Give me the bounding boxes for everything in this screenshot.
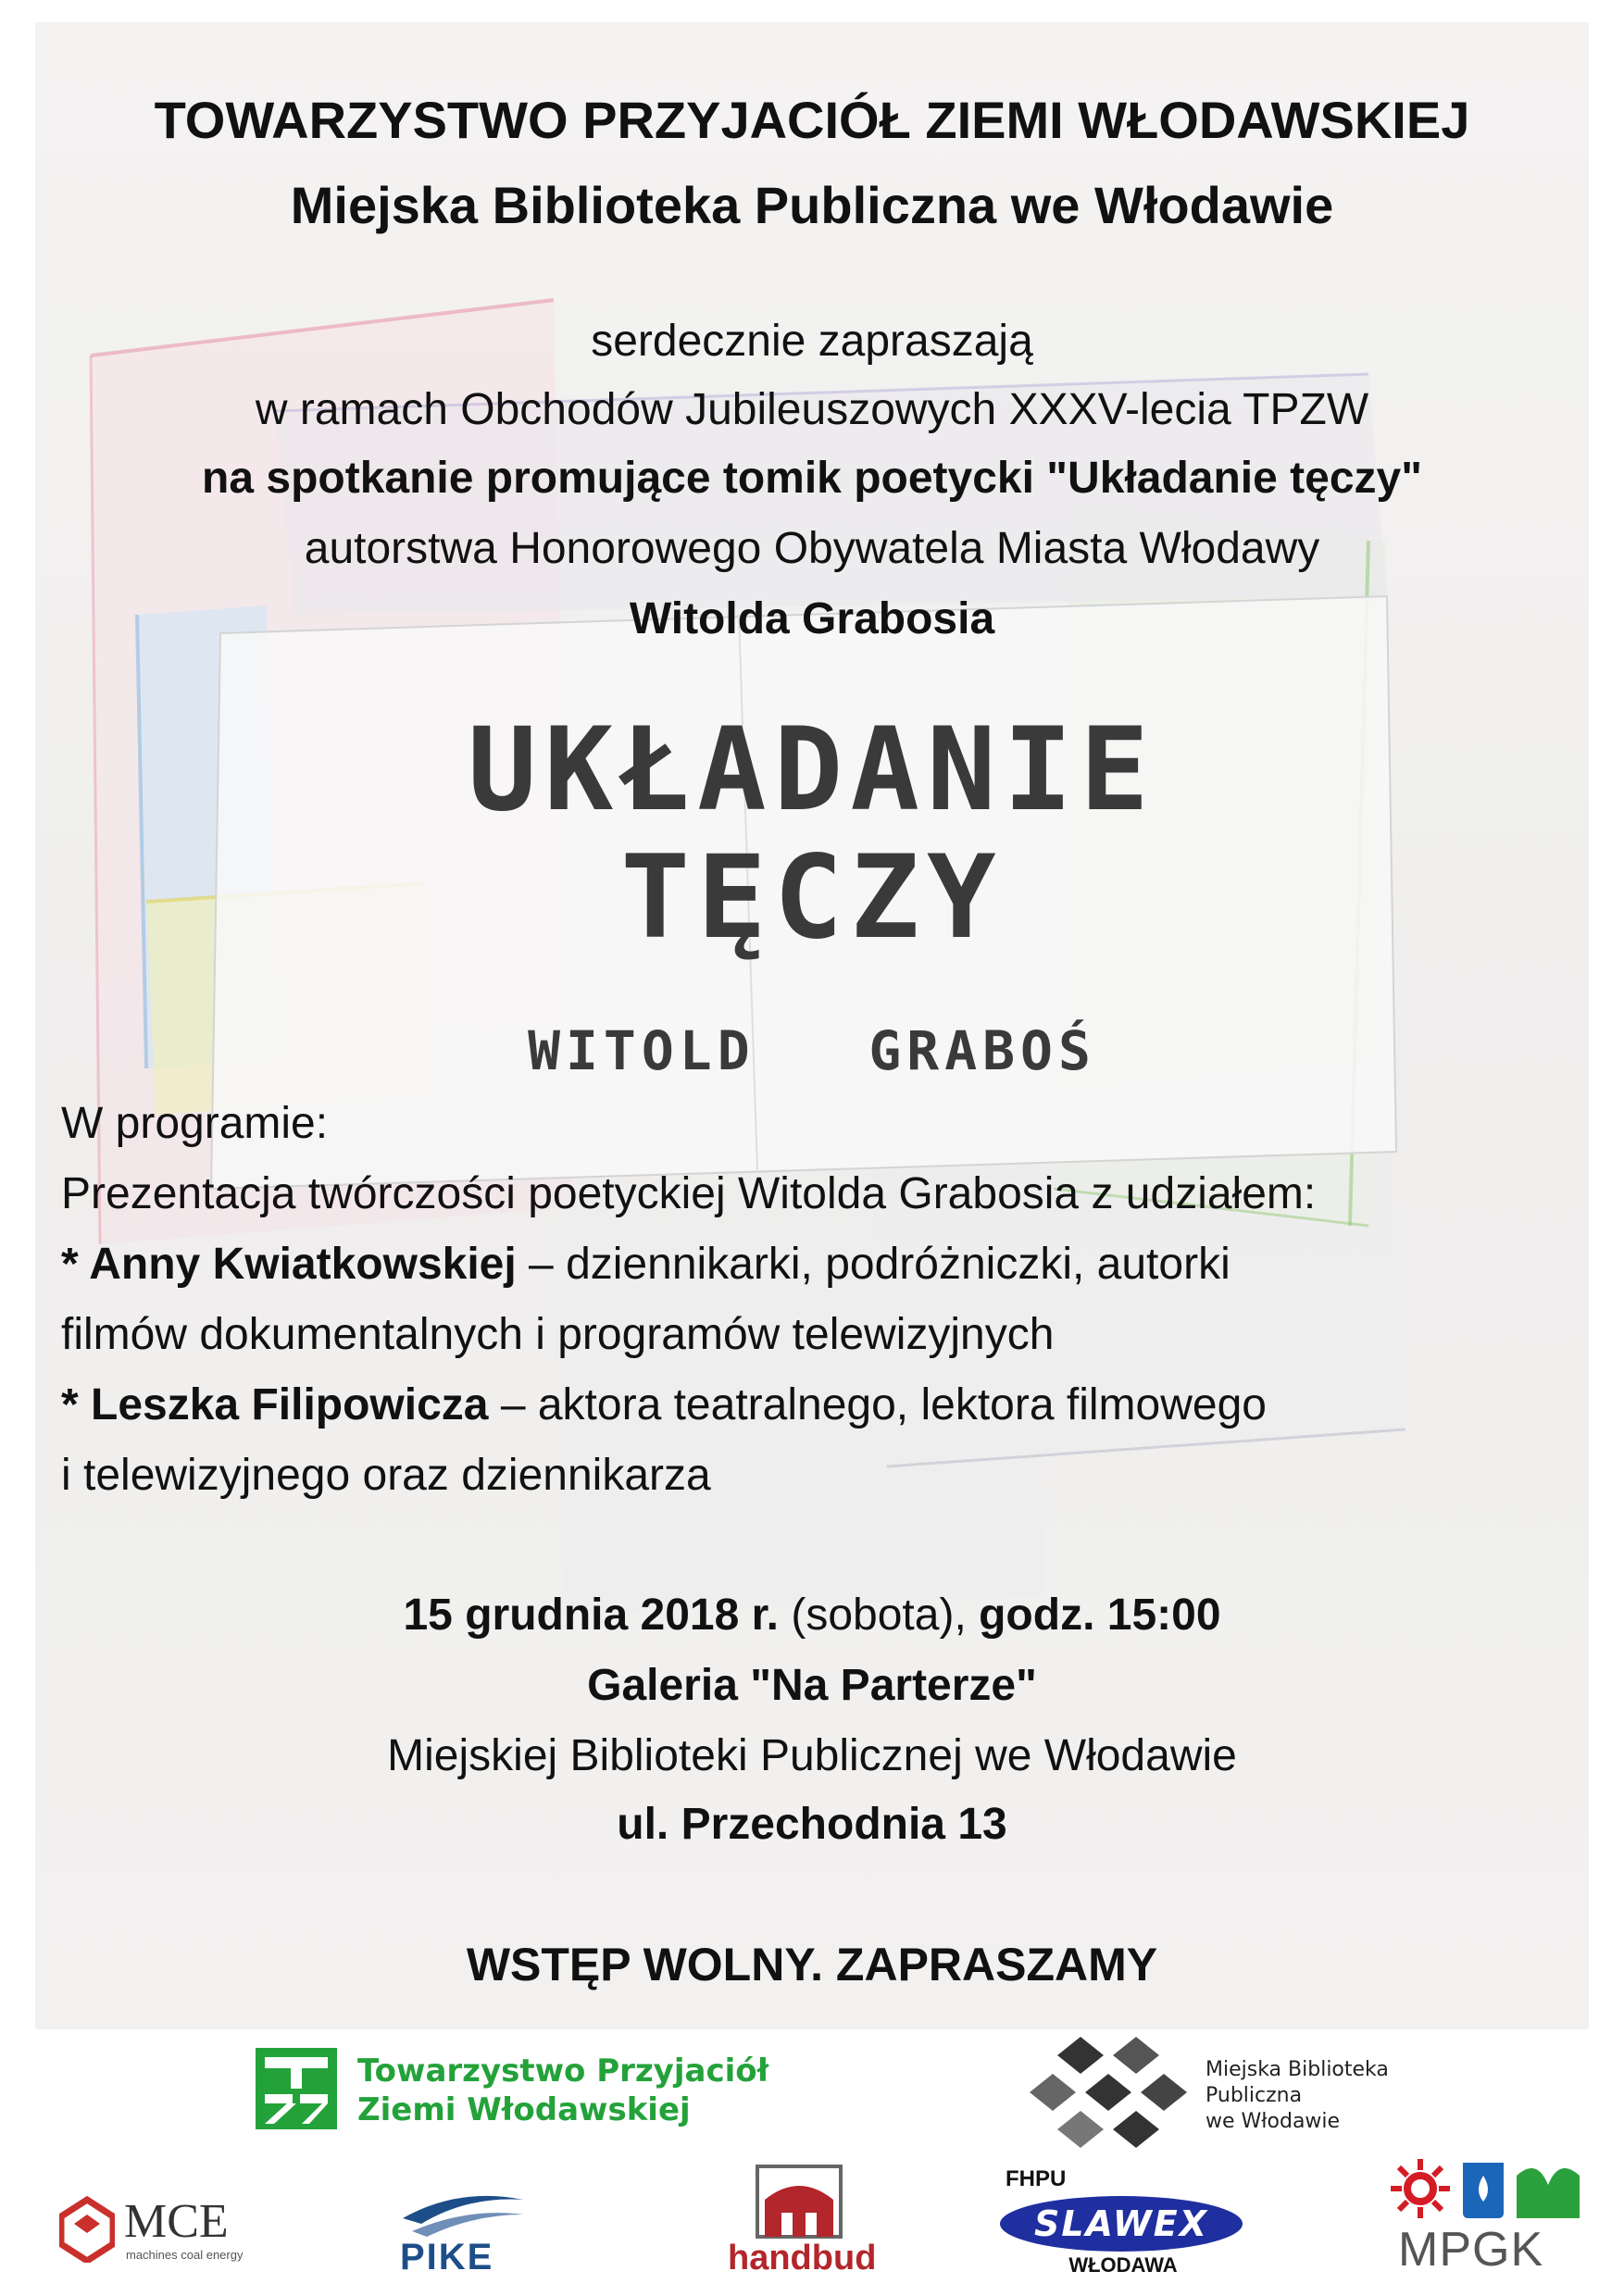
invitation-line-1: serdecznie zapraszają [591,317,1033,366]
mce-tagline: machines coal energy [126,2248,244,2262]
program-section [61,1089,1580,1511]
slawex-logo [998,2166,1257,2287]
cover-title-line-2: TĘCZY [620,831,1004,965]
mbp-emblem-icon [1030,2037,1196,2157]
tpzw-emblem-icon [250,2042,343,2135]
pike-swoosh-icon [394,2187,532,2239]
mpgk-emblem-icon [1389,2157,1583,2222]
tpzw-name-line-2: Ziemi Włodawskiej [357,2091,691,2128]
guest-1-name: * Anny Kwiatkowskiej [61,1240,517,1289]
handbud-emblem-icon [748,2163,850,2240]
slawex-city: WŁODAWA [1068,2253,1178,2277]
invitation-line-3: na spotkanie promujące tomik poetycki "Układanie tęczy" [202,454,1422,503]
event-venue: Galeria "Na Parterze" [587,1661,1037,1710]
event-date: 15 grudnia 2018 r. [403,1591,780,1640]
pike-logo [389,2187,537,2279]
mbp-logo [1030,2037,1400,2157]
guest-1-description-cont: filmów dokumentalnych i programów telewizyjnych [61,1310,1055,1359]
mce-logo [59,2196,281,2270]
closing-line: WSTĘP WOLNY. ZAPRASZAMY [466,1939,1158,1990]
slawex-prefix: FHPU [1006,2166,1067,2191]
guest-2-name: * Leszka Filipowicza [61,1380,489,1429]
cover-title-line-1: UKŁADANIE [468,704,1156,837]
tpzw-name-line-1: Towarzystwo Przyjaciół [357,2053,769,2090]
event-time: godz. 15:00 [979,1591,1221,1640]
event-venue-sub: Miejskiej Biblioteki Publicznej we Włodawie [387,1731,1237,1780]
guest-2-description-cont: i telewizyjnego oraz dziennikarza [61,1451,711,1500]
mpgk-logo [1389,2157,1593,2287]
library-name-heading: Miejska Biblioteka Publiczna we Włodawie [290,176,1334,234]
pike-name: PIKE [400,2237,494,2277]
handbud-logo [728,2163,885,2283]
slawex-name: SLAWEX [1033,2203,1209,2244]
mbp-name-line-2: Publiczna [1206,2084,1303,2107]
program-intro: Prezentacja twórczości poetyckiej Witolda Grabosia z udziałem: [61,1169,1317,1218]
mce-emblem-icon [59,2196,115,2263]
author-name: Witolda Grabosia [629,594,995,643]
mpgk-name: MPGK [1398,2223,1544,2277]
event-address: ul. Przechodnia 13 [617,1800,1007,1849]
cover-author: WITOLD GRABOŚ [528,1019,1096,1082]
event-weekday: (sobota), [779,1591,980,1640]
event-datetime [0,1585,1624,1646]
mce-name: MCE [124,2195,229,2248]
mbp-name-line-1: Miejska Biblioteka [1206,2058,1389,2081]
guest-1 [61,1229,1580,1300]
program-heading: W programie: [61,1099,329,1148]
guest-2 [61,1370,1580,1441]
org-name-heading: TOWARZYSTWO PRZYJACIÓŁ ZIEMI WŁODAWSKIEJ [154,91,1470,149]
slawex-badge [1000,2196,1243,2252]
mbp-name-line-3: we Włodawie [1206,2110,1341,2133]
invitation-line-2: w ramach Obchodów Jubileuszowych XXXV-lecia TPZW [255,385,1369,434]
tpzw-logo [250,2042,768,2144]
guest-1-description: – dziennikarki, podróżniczki, autorki [516,1240,1230,1289]
invitation-line-4: autorstwa Honorowego Obywatela Miasta Włodawy [304,524,1320,573]
guest-2-description: – aktora teatralnego, lektora filmowego [488,1380,1267,1429]
handbud-name: handbud [728,2239,877,2277]
